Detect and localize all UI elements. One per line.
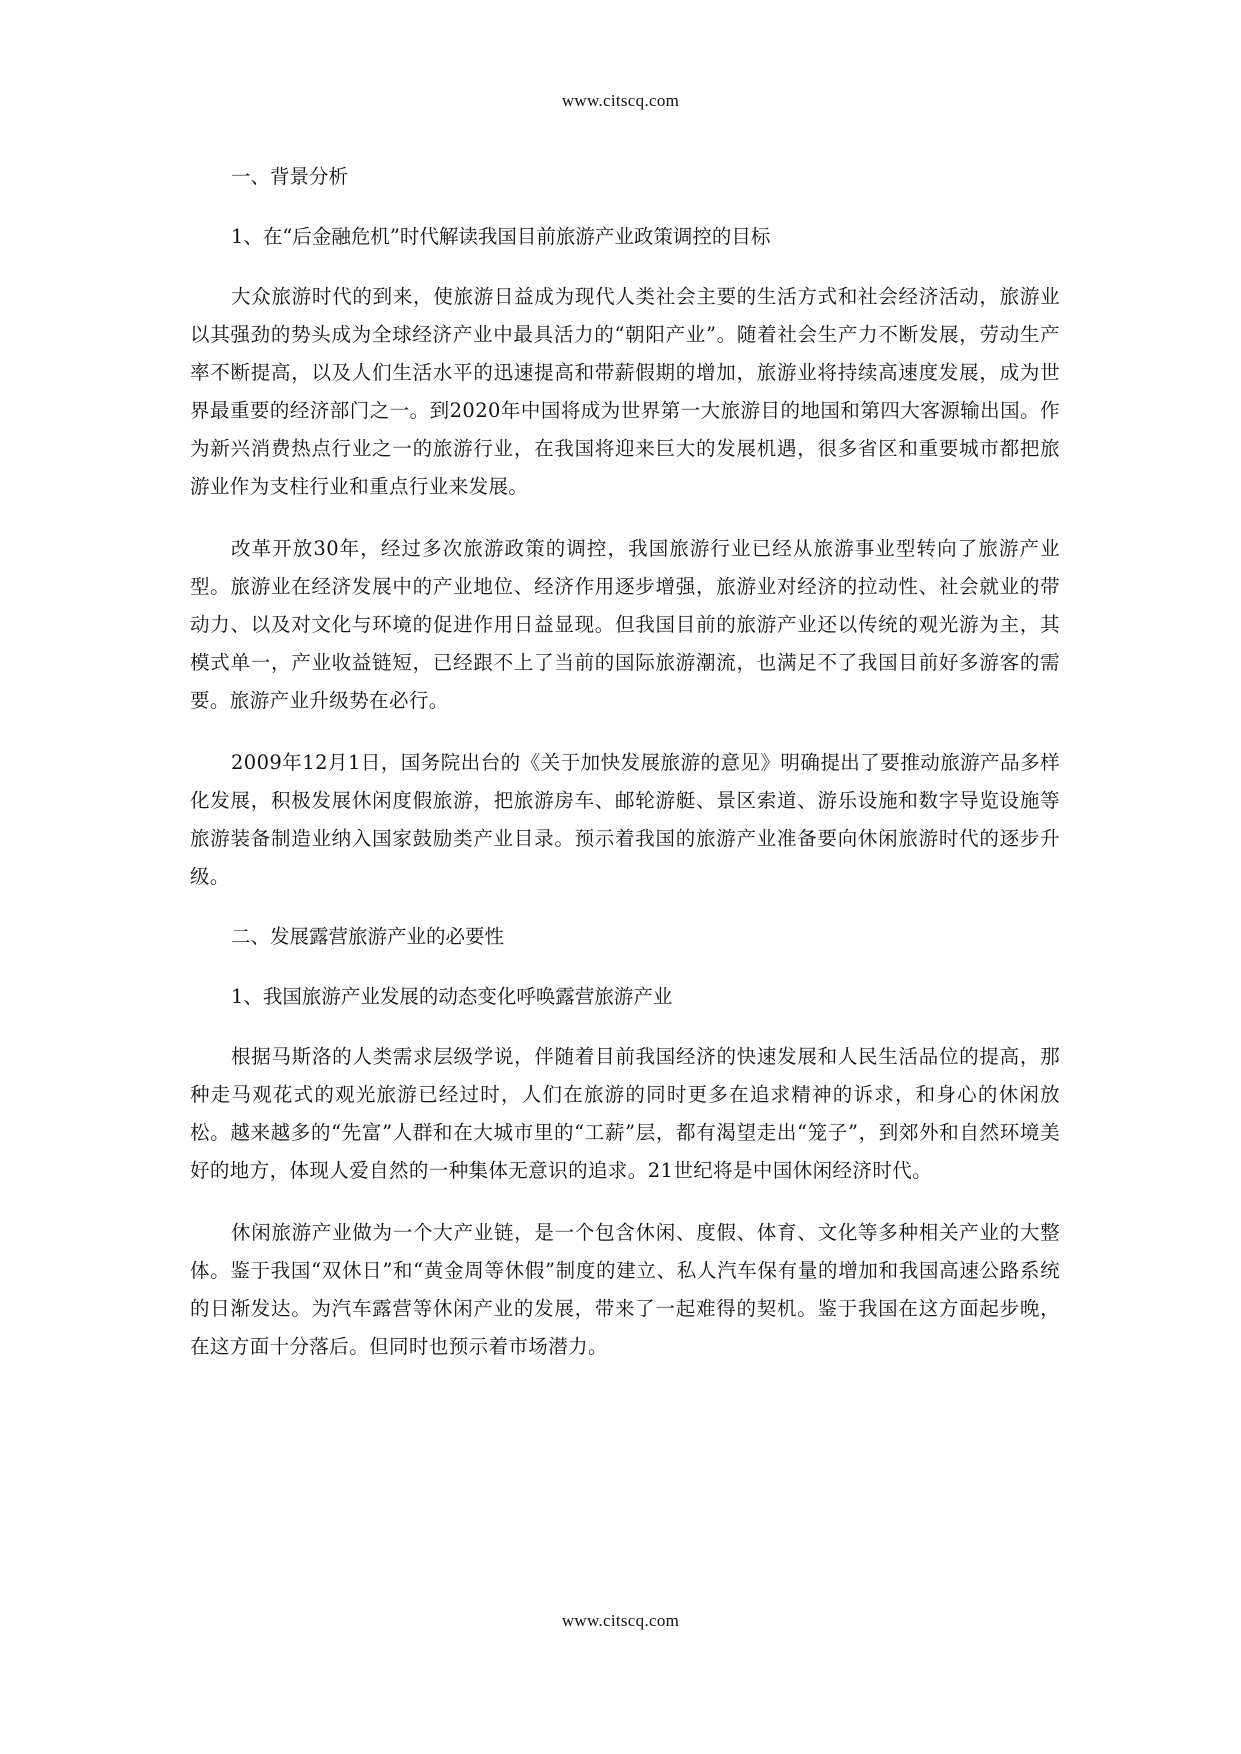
subheading-policy-goals: 1、在“后金融危机”时代解读我国目前旅游产业政策调控的目标 bbox=[231, 225, 771, 248]
paragraph-mass-tourism: 大众旅游时代的到来，使旅游日益成为现代人类社会主要的生活方式和社会经济活动，旅游业以其强劲的势头成为全球经济产业中最具活力的“朝阳产业”。随着社会生产力不断发展，劳动生产率不断提高，以及人们生活水平的迅速提高和带薪假期的增加，旅游业将持续高速度发展，成为世界最重要的经济部门之一。到2020年中国将成为世界第一大旅游目的地国和第四大客源输出国。作为新兴消费热点行业之一的旅游行业，在我国将迎来巨大的发展机遇，很多省区和重要城市都把旅游业作为支柱行业和重点行业来发展。 bbox=[190, 285, 1060, 498]
paragraph-maslow-needs: 根据马斯洛的人类需求层级学说，伴随着目前我国经济的快速发展和人民生活品位的提高，那种走马观花式的观光旅游已经过时，人们在旅游的同时更多在追求精神的诉求，和身心的休闲放松。越来越多的“先富”人群和在大城市里的“工薪”层，都有渴望走出“笼子”，到郊外和自然环境美好的地方，体现人爱自然的一种集体无意识的追求。21世纪将是中国休闲经济时代。 bbox=[190, 1045, 1060, 1182]
document-body bbox=[190, 158, 1060, 1366]
page-footer bbox=[0, 1611, 1241, 1631]
paragraph-reform-opening: 改革开放30年，经过多次旅游政策的调控，我国旅游行业已经从旅游事业型转向了旅游产业型。旅游业在经济发展中的产业地位、经济作用逐步增强，旅游业对经济的拉动性、社会就业的带动力、以及对文化与环境的促进作用日益显现。但我国目前的旅游产业还以传统的观光游为主，其模式单一，产业收益链短，已经跟不上了当前的国际旅游潮流，也满足不了我国目前好多游客的需要。旅游产业升级势在必行。 bbox=[190, 537, 1060, 712]
section-heading-necessity: 二、发展露营旅游产业的必要性 bbox=[231, 925, 505, 948]
subheading-dynamic-changes: 1、我国旅游产业发展的动态变化呼唤露营旅游产业 bbox=[231, 985, 673, 1008]
section-heading-background: 一、背景分析 bbox=[231, 165, 349, 188]
paragraph-leisure-industry: 休闲旅游产业做为一个大产业链，是一个包含休闲、度假、体育、文化等多种相关产业的大整体。鉴于我国“双休日”和“黄金周等休假”制度的建立、私人汽车保有量的增加和我国高速公路系统的日渐发达。为汽车露营等休闲产业的发展，带来了一起难得的契机。鉴于我国在这方面起步晚，在这方面十分落后。但同时也预示着市场潜力。 bbox=[190, 1221, 1060, 1358]
page-header bbox=[0, 91, 1241, 111]
header-site-url: www.citscq.com bbox=[561, 91, 680, 110]
paragraph-state-council-opinion: 2009年12月1日，国务院出台的《关于加快发展旅游的意见》明确提出了要推动旅游产品多样化发展，积极发展休闲度假旅游，把旅游房车、邮轮游艇、景区索道、游乐设施和数字导览设施等旅游装备制造业纳入国家鼓励类产业目录。预示着我国的旅游产业准备要向休闲旅游时代的逐步升级。 bbox=[190, 751, 1060, 888]
footer-site-url: www.citscq.com bbox=[561, 1611, 680, 1630]
